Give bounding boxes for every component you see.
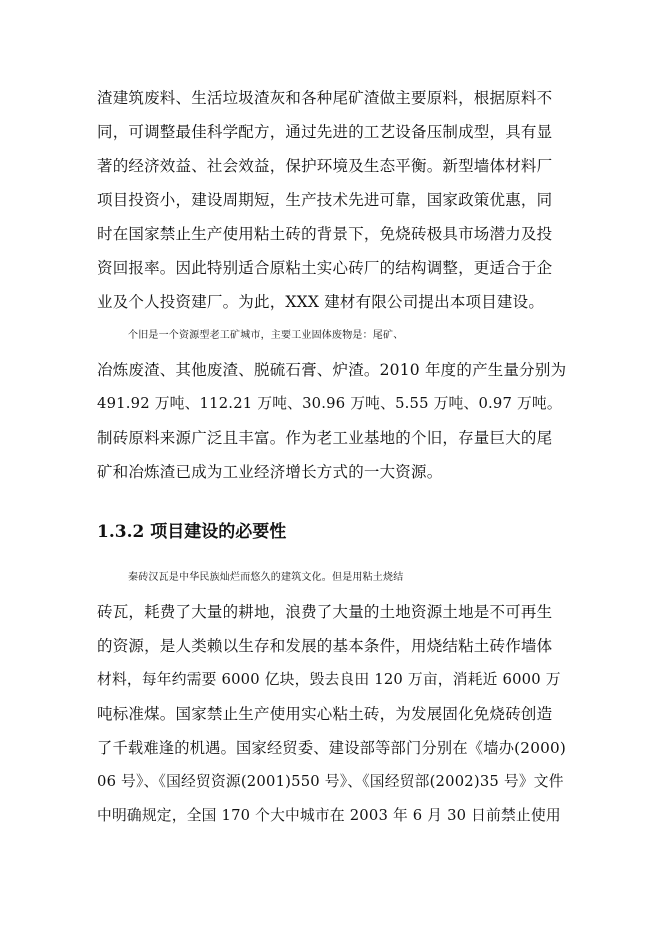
paragraph-2-line-3: 491.92 万吨、112.21 万吨、30.96 万吨、5.55 万吨、0.97 万吨。 [97, 395, 562, 412]
paragraph-2-line-4: 制砖原料来源广泛且丰富。作为老工业基地的个旧，存量巨大的尾 [97, 429, 553, 447]
paragraph-1-line-3: 著的经济效益、社会效益，保护环境及生态平衡。新型墙体材料厂 [97, 157, 553, 175]
paragraph-2-line-2: 冶炼废渣、其他废渣、脱硫石膏、炉渣。2010 年度的产生量分别为 [97, 361, 567, 379]
paragraph-3-line-7: 06 号》、《国经贸资源(2001)550 号》、《国经贸部(2002)35 号》文件 [97, 773, 564, 790]
paragraph-3-line-8: 中明确规定，全国 170 个大中城市在 2003 年 6 月 30 日前禁止使用 [97, 807, 561, 824]
paragraph-2-line-5: 矿和冶炼渣已成为工业经济增长方式的一大资源。 [97, 463, 443, 481]
paragraph-1-line-4: 项目投资小，建设周期短，生产技术先进可靠，国家政策优惠，同 [97, 191, 553, 209]
paragraph-1-line-7: 业及个人投资建厂。为此，XXX 建材有限公司提出本项目建设。 [97, 293, 545, 311]
paragraph-3-line-6: 了千载难逢的机遇。国家经贸委、建设部等部门分别在《墙办(2000) [97, 739, 567, 757]
paragraph-3-line-2: 砖瓦，耗费了大量的耕地，浪费了大量的土地资源土地是不可再生 [97, 603, 553, 621]
paragraph-3-line-1: 秦砖汉瓦是中华民族灿烂而悠久的建筑文化。但是用粘土烧结 [128, 572, 404, 583]
paragraph-3-line-4: 材料，每年约需要 6000 亿块，毁去良田 120 万亩，消耗近 6000 万 [97, 671, 561, 688]
section-heading: 1.3.2 项目建设的必要性 [97, 522, 287, 542]
paragraph-1-line-6: 资回报率。因此特别适合原粘土实心砖厂的结构调整，更适合于企 [97, 259, 553, 277]
paragraph-1-line-2: 同，可调整最佳科学配方，通过先进的工艺设备压制成型，具有显 [97, 123, 553, 141]
paragraph-1-line-1: 渣建筑废料、生活垃圾渣灰和各种尾矿渣做主要原料，根据原料不 [97, 89, 553, 107]
paragraph-2-line-1: 个旧是一个资源型老工矿城市，主要工业固体废物是：尾矿、 [128, 330, 404, 341]
paragraph-1-line-5: 时在国家禁止生产使用粘土砖的背景下，免烧砖极具市场潜力及投 [97, 225, 553, 243]
paragraph-3-line-3: 的资源，是人类赖以生存和发展的基本条件，用烧结粘土砖作墙体 [97, 637, 553, 655]
paragraph-3-line-5: 吨标准煤。国家禁止生产使用实心粘土砖，为发展固化免烧砖创造 [97, 705, 553, 723]
